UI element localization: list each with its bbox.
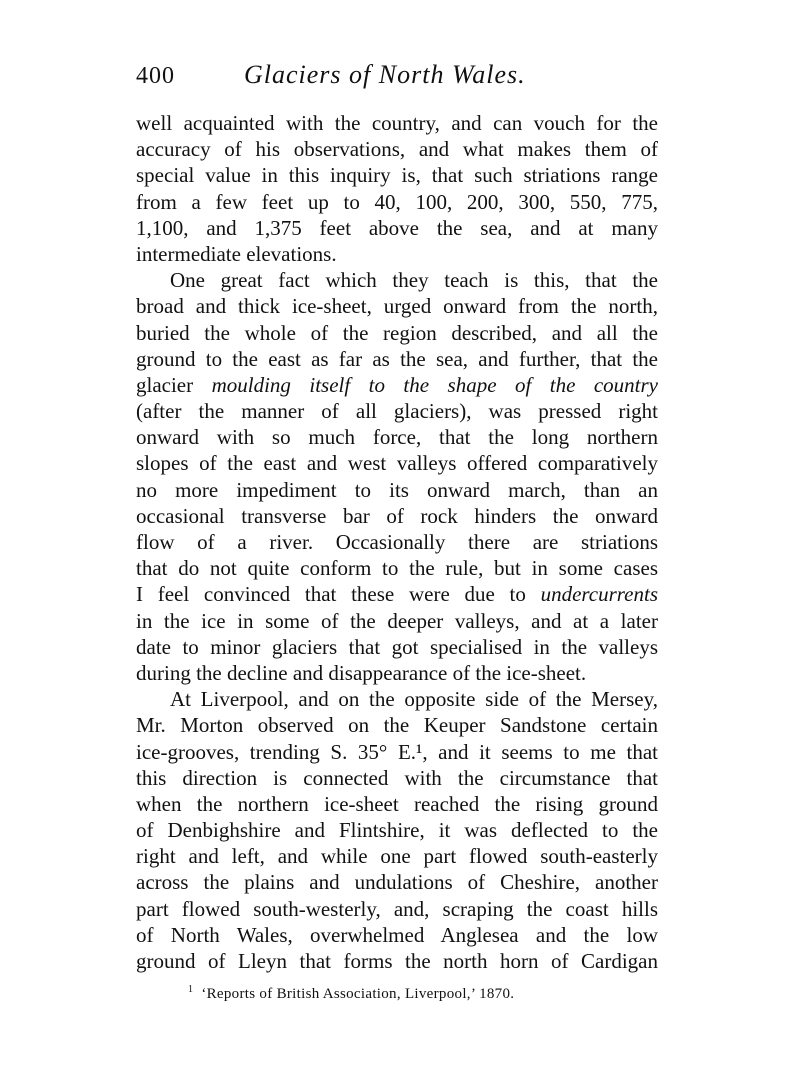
text-line: when the northern ice-sheet reached the rising ground — [136, 791, 658, 816]
text-line: well acquainted with the country, and can vouch for the — [136, 111, 658, 135]
text-line: this direction is connected with the circumstance that — [136, 765, 658, 790]
footnote — [188, 984, 514, 1003]
text-line: special value in this inquiry is, that such striations range — [136, 163, 658, 188]
text-line: flow of a river. Occasionally there are striations — [136, 530, 658, 554]
body-text — [136, 110, 658, 974]
running-title: Glaciers of North Wales. — [244, 60, 526, 89]
book-page — [136, 60, 658, 974]
text-line: ground to the east as far as the sea, and further, that the — [136, 346, 658, 371]
text-line: accuracy of his observations, and what makes them of — [136, 137, 658, 162]
text-line: of North Wales, overwhelmed Anglesea and the low — [136, 922, 658, 947]
text-line: during the decline and disappearance of the ice-sheet. — [136, 660, 587, 685]
text-line: date to minor glaciers that got specialised in the valleys — [136, 634, 658, 659]
text-line: occasional transverse bar of rock hinders the onward — [136, 503, 658, 528]
text-line: no more impediment to its onward march, than an — [136, 477, 658, 502]
paragraph — [136, 686, 658, 974]
text-line: ice-grooves, trending S. 35° E.¹, and it seems to me that — [136, 739, 658, 764]
text-line: of Denbighshire and Flintshire, it was deflected to the — [136, 818, 658, 843]
running-head — [136, 60, 658, 100]
text-line: across the plains and undulations of Cheshire, another — [136, 870, 658, 895]
text-line: onward with so much force, that the long northern — [136, 425, 658, 450]
paragraph — [136, 267, 658, 686]
text-line: I feel convinced that these were due to undercurrents — [136, 582, 658, 607]
text-line: At Liverpool, and on the opposite side of the Mersey, — [170, 687, 658, 712]
text-line: (after the manner of all glaciers), was pressed right — [136, 399, 658, 424]
text-line: One great fact which they teach is this, that the — [170, 268, 658, 293]
text-line: that do not quite conform to the rule, but in some cases — [136, 556, 658, 581]
text-line: buried the whole of the region described, and all the — [136, 320, 658, 345]
text-line: in the ice in some of the deeper valleys, and at a later — [136, 608, 658, 633]
footnote-mark: 1 — [188, 984, 194, 995]
text-line: right and left, and while one part flowed south-easterly — [136, 844, 658, 869]
text-line: Mr. Morton observed on the Keuper Sandstone certain — [136, 713, 658, 738]
text-line: glacier moulding itself to the shape of the country — [136, 372, 658, 397]
text-line: slopes of the east and west valleys offered comparatively — [136, 451, 658, 476]
text-line: from a few feet up to 40, 100, 200, 300, 550, 775, — [136, 189, 658, 214]
page-number: 400 — [136, 63, 175, 89]
text-line: part flowed south-westerly, and, scraping the coast hills — [136, 896, 658, 921]
text-line: intermediate elevations. — [136, 241, 337, 266]
paragraph — [136, 110, 658, 267]
text-line: ground of Lleyn that forms the north horn of Cardigan — [136, 949, 658, 973]
footnote-text: ‘Reports of British Association, Liverpool,’ 1870. — [201, 986, 515, 1002]
text-line: broad and thick ice-sheet, urged onward from the north, — [136, 294, 658, 319]
text-line: 1,100, and 1,375 feet above the sea, and at many — [136, 215, 658, 240]
